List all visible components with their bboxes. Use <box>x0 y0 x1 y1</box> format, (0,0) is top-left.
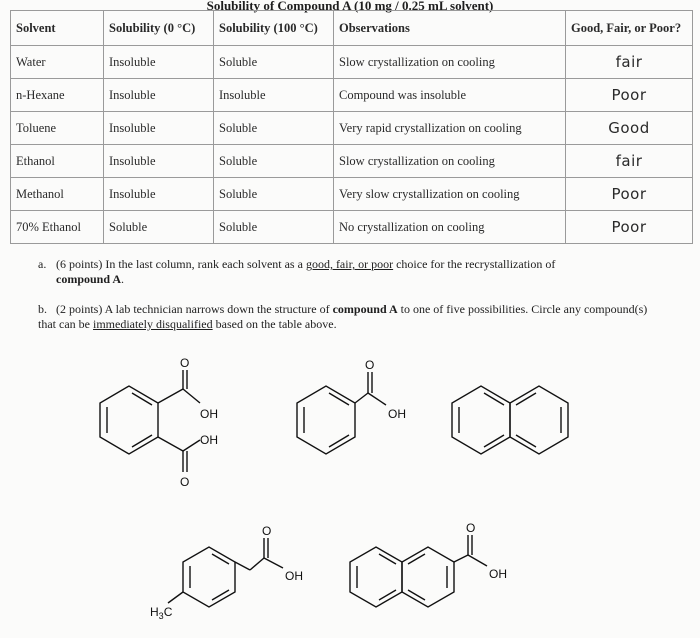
hot-solubility-cell: Soluble <box>214 46 334 79</box>
hot-solubility-cell: Soluble <box>214 112 334 145</box>
solvent-cell: Water <box>11 46 104 79</box>
solvent-cell: Ethanol <box>11 145 104 178</box>
question-a-label: a. <box>38 257 47 271</box>
question-a <box>38 257 648 287</box>
label-o: O <box>365 358 375 372</box>
solvent-cell: Toluene <box>11 112 104 145</box>
observation-cell: Slow crystallization on cooling <box>334 46 566 79</box>
question-b <box>38 302 648 332</box>
observation-cell: No crystallization on cooling <box>334 211 566 244</box>
rank-handwritten: Poor <box>566 178 693 211</box>
question-b-bold: compound A <box>332 302 398 316</box>
structure-phthalic-acid[interactable] <box>100 356 218 489</box>
label-h3c: $H_3C$ <box>150 605 173 621</box>
label-oh: OH <box>200 433 218 447</box>
rank-handwritten: fair <box>566 145 693 178</box>
table-header-row <box>11 11 693 46</box>
label-o: O <box>466 521 476 535</box>
header-rank: Good, Fair, or Poor? <box>566 11 693 46</box>
solubility-table <box>10 10 693 244</box>
label-oh: OH <box>388 407 406 421</box>
hot-solubility-cell: Soluble <box>214 145 334 178</box>
rank-handwritten: Good <box>566 112 693 145</box>
table-row <box>11 112 693 145</box>
header-solubility-cold: Solubility (0 °C) <box>104 11 214 46</box>
question-a-text: choice for the recrystallization of <box>393 257 556 271</box>
cold-solubility-cell: Insoluble <box>104 112 214 145</box>
rank-handwritten: fair <box>566 46 693 79</box>
structure-2-naphthoic-acid[interactable] <box>350 521 507 607</box>
structure-p-toluic-acid[interactable] <box>150 524 303 621</box>
label-o: O <box>180 356 190 370</box>
header-observations: Observations <box>334 11 566 46</box>
observation-cell: Very rapid crystallization on cooling <box>334 112 566 145</box>
header-solubility-hot: Solubility (100 °C) <box>214 11 334 46</box>
solvent-cell: 70% Ethanol <box>11 211 104 244</box>
question-b-label: b. <box>38 302 47 316</box>
hot-solubility-cell: Soluble <box>214 178 334 211</box>
table-row <box>11 79 693 112</box>
label-oh: OH <box>285 569 303 583</box>
cold-solubility-cell: Insoluble <box>104 79 214 112</box>
solvent-cell <box>11 79 104 112</box>
question-b-text: (2 points) A lab technician narrows down the structure of <box>56 302 333 316</box>
label-oh: OH <box>200 407 218 421</box>
hot-solubility-cell: Insoluble <box>214 79 334 112</box>
cold-solubility-cell: Insoluble <box>104 145 214 178</box>
table-row <box>11 145 693 178</box>
table-title: Solubility of Compound A (10 mg / 0.25 mL solvent) <box>206 0 494 13</box>
label-o: O <box>262 524 272 538</box>
table-row <box>11 178 693 211</box>
question-a-text: (6 points) In the last column, rank each solvent as a <box>56 257 306 271</box>
question-b-text: based on the table above. <box>212 317 337 331</box>
question-a-bold: compound A <box>56 272 122 286</box>
table-row <box>11 211 693 244</box>
hot-solubility-cell: Soluble <box>214 211 334 244</box>
observation-cell: Very slow crystallization on cooling <box>334 178 566 211</box>
structures-area <box>0 350 700 638</box>
question-b-underlined: immediately disqualified <box>92 317 213 331</box>
table-row <box>11 46 693 79</box>
cold-solubility-cell: Soluble <box>104 211 214 244</box>
rank-handwritten: Poor <box>566 211 693 244</box>
observation-cell: Compound was insoluble <box>334 79 566 112</box>
cold-solubility-cell: Insoluble <box>104 178 214 211</box>
question-a-text: . <box>121 272 125 286</box>
question-b-text: to one of five possibilities. Circle any compound(s) that can be <box>38 302 648 331</box>
label-oh: OH <box>489 567 507 581</box>
structure-benzoic-acid[interactable] <box>297 358 406 454</box>
label-o: O <box>180 475 190 489</box>
question-a-underlined: good, fair, or poor <box>305 257 394 271</box>
solvent-name: n-Hexane <box>16 87 65 102</box>
observation-cell: Slow crystallization on cooling <box>334 145 566 178</box>
rank-handwritten: Poor <box>566 79 693 112</box>
cold-solubility-cell: Insoluble <box>104 46 214 79</box>
structure-naphthalene[interactable] <box>452 386 568 454</box>
header-solvent: Solvent <box>11 11 104 46</box>
solvent-cell: Methanol <box>11 178 104 211</box>
